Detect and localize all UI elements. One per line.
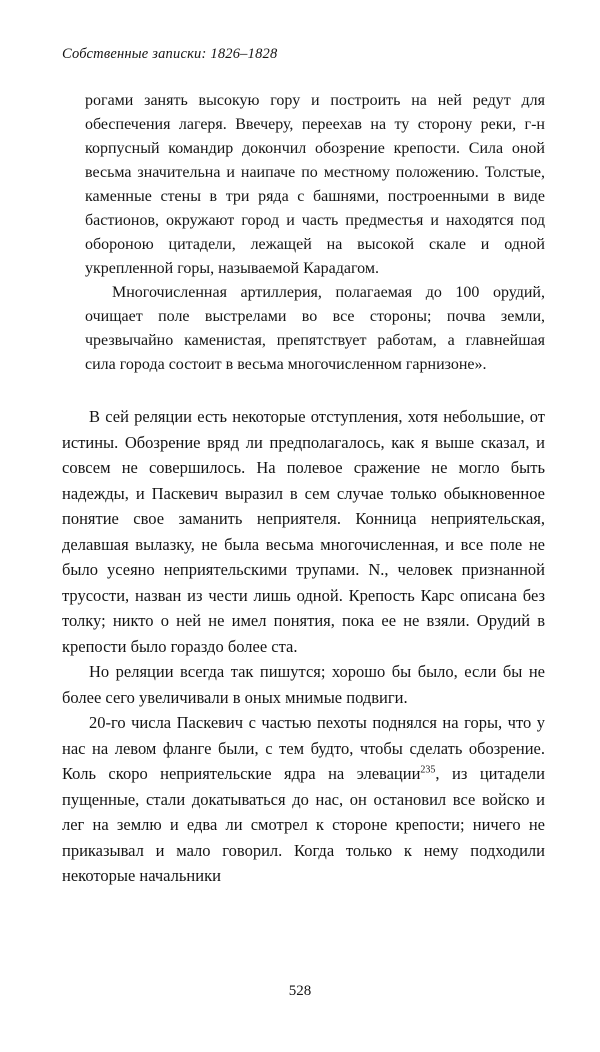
page-number: 528 (288, 983, 312, 999)
body-paragraph-1: В сей реляции есть некоторые отступления, хотя небольшие, от истины. Обозрение вряд ли предполагалось, как я выше сказал, и совсем не совершилось. На полевое сражение не могло быть надежды, и Паскевич выразил в сем случае только обыкновенное понятие свое заманить неприятеля. Конница неприятельская, делавшая вылазку, не была весьма многочисленная, и все поле не было усеяно неприятельскими трупами. N., человек признанной трусости, назван из чести лишь одной. Крепость Карс описана без толку; никто о ней не имел понятия, пока ее не взяли. Орудий в крепости было гораздо более ста. (62, 407, 545, 656)
quote-paragraph-2: Многочисленная артиллерия, полагаемая до 100 орудий, очищает поле выстрелами во все стороны; почва земли, чрезвычайно каменистая, препятствует работам, а главнейшая сила города состоит в весьма многочисленном гарнизоне». (85, 284, 545, 373)
paragraph-text-before-footnote: 20-го числа Паскевич с частью пехоты поднялся на горы, что у нас на левом фланге были, с тем будто, чтобы сделать обозрение. Коль скоро неприятельские ядра на элевации (62, 713, 545, 783)
body-text (62, 404, 545, 889)
paragraph-text-after-footnote: , из цитадели пущенные, стали докатываться до нас, он остановил все войско и лег на землю и едва ли смотрел к стороне крепости; ничего не приказывал и мало говорил. Когда только к нему подходили некоторые начальники (62, 764, 545, 885)
quote-paragraph-1: рогами занять высокую гору и построить на ней редут для обеспечения лагеря. Ввечеру, переехав на ту сторону реки, г-н корпусный командир докончил обозрение крепости. Сила оной весьма значительна и наипаче по местному положению. Толстые, каменные стены в три ряда с башнями, построенными в виде бастионов, окружают город и часть предместья и находятся под обороною цитадели, лежащей на высокой скале и одной укрепленной горы, называемой Карадагом. (85, 92, 545, 277)
quote-block (85, 89, 545, 377)
body-paragraph-2: Но реляции всегда так пишутся; хорошо бы было, если бы не более сего увеличивали в оных мнимые подвиги. (62, 662, 545, 707)
footnote-reference: 235 (420, 764, 436, 776)
body-paragraph-3 (62, 710, 545, 889)
running-header: Собственные записки: 1826–1828 (62, 46, 278, 62)
